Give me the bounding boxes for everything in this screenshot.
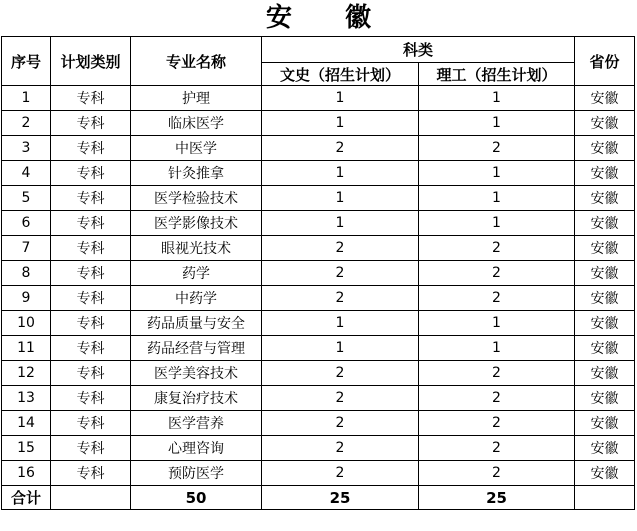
cell-province: 安徽 xyxy=(575,336,635,361)
cell-arts: 2 xyxy=(262,436,419,461)
cell-index: 1 xyxy=(2,86,51,111)
cell-arts: 1 xyxy=(262,336,419,361)
cell-plan-type: 专科 xyxy=(51,186,131,211)
total-label: 合计 xyxy=(2,486,51,510)
cell-plan-type: 专科 xyxy=(51,161,131,186)
cell-major: 医学影像技术 xyxy=(131,211,262,236)
cell-plan-type: 专科 xyxy=(51,336,131,361)
cell-arts: 1 xyxy=(262,111,419,136)
header-index: 序号 xyxy=(2,37,51,86)
table-row xyxy=(2,461,635,486)
table-row xyxy=(2,111,635,136)
total-province xyxy=(575,486,635,510)
cell-index: 15 xyxy=(2,436,51,461)
cell-major: 针灸推拿 xyxy=(131,161,262,186)
table-header xyxy=(2,37,635,86)
cell-province: 安徽 xyxy=(575,436,635,461)
cell-arts: 2 xyxy=(262,286,419,311)
cell-science: 2 xyxy=(419,136,575,161)
cell-major: 医学检验技术 xyxy=(131,186,262,211)
header-plan-type: 计划类别 xyxy=(51,37,131,86)
total-plan-type xyxy=(51,486,131,510)
table-row xyxy=(2,311,635,336)
table-row xyxy=(2,361,635,386)
cell-major: 药学 xyxy=(131,261,262,286)
cell-science: 1 xyxy=(419,311,575,336)
cell-major: 中药学 xyxy=(131,286,262,311)
cell-index: 6 xyxy=(2,211,51,236)
cell-plan-type: 专科 xyxy=(51,136,131,161)
cell-science: 1 xyxy=(419,161,575,186)
table-row xyxy=(2,136,635,161)
cell-arts: 2 xyxy=(262,361,419,386)
cell-province: 安徽 xyxy=(575,411,635,436)
cell-index: 5 xyxy=(2,186,51,211)
cell-index: 9 xyxy=(2,286,51,311)
cell-major: 药品经营与管理 xyxy=(131,336,262,361)
header-arts: 文史（招生计划） xyxy=(262,63,419,86)
cell-science: 1 xyxy=(419,186,575,211)
cell-science: 2 xyxy=(419,461,575,486)
cell-science: 2 xyxy=(419,386,575,411)
cell-province: 安徽 xyxy=(575,111,635,136)
table-footer xyxy=(2,486,635,510)
cell-province: 安徽 xyxy=(575,86,635,111)
table-row xyxy=(2,386,635,411)
cell-plan-type: 专科 xyxy=(51,411,131,436)
cell-province: 安徽 xyxy=(575,311,635,336)
page-title: 安 徽 xyxy=(265,3,394,33)
table-row xyxy=(2,411,635,436)
table-row xyxy=(2,161,635,186)
cell-arts: 1 xyxy=(262,161,419,186)
cell-science: 1 xyxy=(419,111,575,136)
cell-major: 药品质量与安全 xyxy=(131,311,262,336)
cell-plan-type: 专科 xyxy=(51,211,131,236)
cell-province: 安徽 xyxy=(575,386,635,411)
cell-arts: 2 xyxy=(262,386,419,411)
cell-plan-type: 专科 xyxy=(51,286,131,311)
cell-major: 眼视光技术 xyxy=(131,236,262,261)
header-province: 省份 xyxy=(575,37,635,86)
total-row xyxy=(2,486,635,510)
cell-arts: 1 xyxy=(262,186,419,211)
cell-science: 2 xyxy=(419,236,575,261)
cell-major: 医学美容技术 xyxy=(131,361,262,386)
cell-province: 安徽 xyxy=(575,361,635,386)
cell-plan-type: 专科 xyxy=(51,386,131,411)
cell-major: 医学营养 xyxy=(131,411,262,436)
table-row xyxy=(2,236,635,261)
table-row xyxy=(2,211,635,236)
cell-science: 2 xyxy=(419,411,575,436)
cell-arts: 2 xyxy=(262,236,419,261)
cell-major: 预防医学 xyxy=(131,461,262,486)
table-row xyxy=(2,186,635,211)
cell-science: 1 xyxy=(419,336,575,361)
table-body xyxy=(2,86,635,486)
table-row xyxy=(2,436,635,461)
enrollment-plan-table xyxy=(1,36,635,510)
cell-index: 12 xyxy=(2,361,51,386)
cell-index: 16 xyxy=(2,461,51,486)
cell-science: 2 xyxy=(419,361,575,386)
cell-province: 安徽 xyxy=(575,261,635,286)
cell-index: 3 xyxy=(2,136,51,161)
cell-index: 4 xyxy=(2,161,51,186)
table-row xyxy=(2,86,635,111)
cell-science: 1 xyxy=(419,86,575,111)
total-major: 50 xyxy=(131,486,262,510)
cell-index: 13 xyxy=(2,386,51,411)
cell-index: 8 xyxy=(2,261,51,286)
cell-major: 护理 xyxy=(131,86,262,111)
cell-province: 安徽 xyxy=(575,136,635,161)
cell-index: 2 xyxy=(2,111,51,136)
cell-science: 1 xyxy=(419,211,575,236)
cell-science: 2 xyxy=(419,436,575,461)
cell-province: 安徽 xyxy=(575,186,635,211)
table-row xyxy=(2,336,635,361)
cell-arts: 1 xyxy=(262,211,419,236)
cell-plan-type: 专科 xyxy=(51,261,131,286)
header-science: 理工（招生计划） xyxy=(419,63,575,86)
cell-arts: 1 xyxy=(262,86,419,111)
header-major: 专业名称 xyxy=(131,37,262,86)
cell-major: 临床医学 xyxy=(131,111,262,136)
cell-major: 康复治疗技术 xyxy=(131,386,262,411)
cell-arts: 2 xyxy=(262,136,419,161)
cell-major: 中医学 xyxy=(131,136,262,161)
total-arts: 25 xyxy=(262,486,419,510)
cell-plan-type: 专科 xyxy=(51,86,131,111)
cell-arts: 2 xyxy=(262,411,419,436)
cell-plan-type: 专科 xyxy=(51,436,131,461)
cell-index: 14 xyxy=(2,411,51,436)
cell-province: 安徽 xyxy=(575,286,635,311)
cell-arts: 1 xyxy=(262,311,419,336)
table-row xyxy=(2,261,635,286)
total-science: 25 xyxy=(419,486,575,510)
header-category: 科类 xyxy=(262,37,575,63)
cell-province: 安徽 xyxy=(575,236,635,261)
cell-plan-type: 专科 xyxy=(51,236,131,261)
cell-science: 2 xyxy=(419,261,575,286)
cell-plan-type: 专科 xyxy=(51,361,131,386)
cell-index: 7 xyxy=(2,236,51,261)
cell-arts: 2 xyxy=(262,261,419,286)
cell-province: 安徽 xyxy=(575,161,635,186)
cell-plan-type: 专科 xyxy=(51,311,131,336)
cell-index: 11 xyxy=(2,336,51,361)
cell-science: 2 xyxy=(419,286,575,311)
cell-province: 安徽 xyxy=(575,461,635,486)
cell-plan-type: 专科 xyxy=(51,111,131,136)
cell-index: 10 xyxy=(2,311,51,336)
cell-plan-type: 专科 xyxy=(51,461,131,486)
table-row xyxy=(2,286,635,311)
cell-arts: 2 xyxy=(262,461,419,486)
cell-major: 心理咨询 xyxy=(131,436,262,461)
cell-province: 安徽 xyxy=(575,211,635,236)
